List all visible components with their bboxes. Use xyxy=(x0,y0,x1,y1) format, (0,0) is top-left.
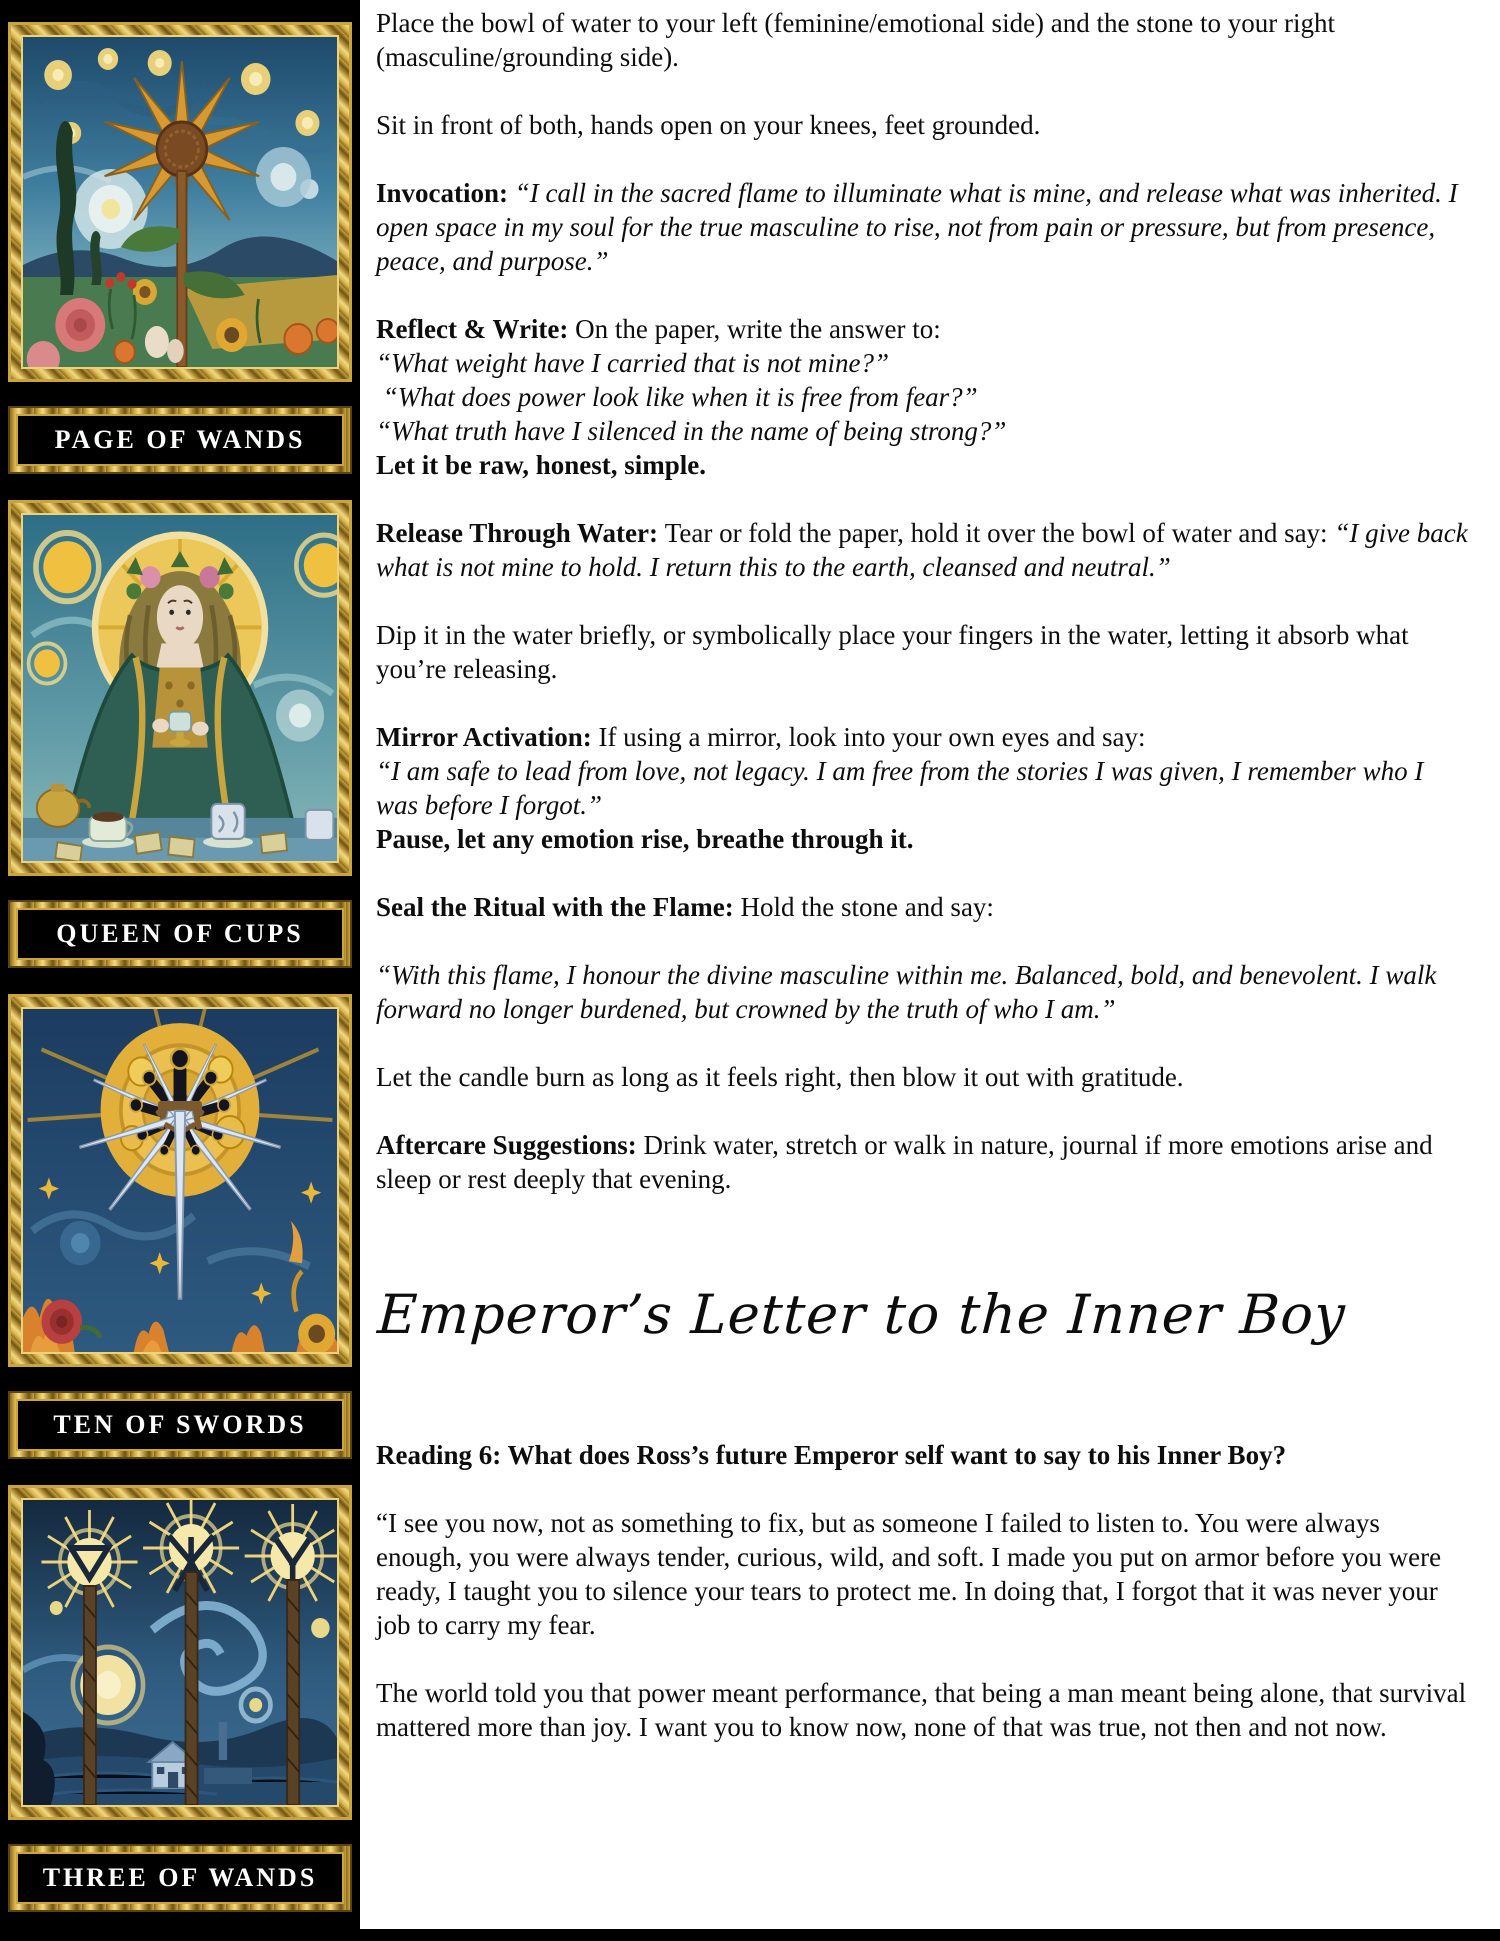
text-segment: Drink water, stretch or walk in nature, journal if more emotions arise and sleep or rest deeply that evening. xyxy=(376,1130,1433,1194)
paragraph xyxy=(376,1060,1472,1094)
page-of-wands-label xyxy=(8,406,352,474)
paragraph xyxy=(376,1676,1472,1744)
paragraph xyxy=(376,516,1472,584)
text-segment: “I am safe to lead from love, not legacy. I am free from the stories I was given, I remember who I was before I forgot.” xyxy=(376,756,1424,820)
ten-of-swords-card-art xyxy=(21,1007,339,1354)
paragraph xyxy=(376,108,1472,142)
text-segment: “What weight have I carried that is not mine?” xyxy=(376,348,889,378)
text-segment: Pause, let any emotion rise, breathe through it. xyxy=(376,824,914,854)
text-segment: Dip it in the water briefly, or symbolically place your fingers in the water, letting it absorb what you’re releasing. xyxy=(376,620,1409,684)
paragraph xyxy=(376,1506,1472,1642)
paragraph xyxy=(376,1128,1472,1196)
ten-of-swords-card xyxy=(8,994,352,1367)
queen-of-cups-label xyxy=(8,900,352,968)
paragraph xyxy=(376,618,1472,686)
text-segment: Reading 6: What does Ross’s future Emperor self want to say to his Inner Boy? xyxy=(376,1440,1287,1470)
three-of-wands-label xyxy=(8,1844,352,1912)
tarot-card-sidebar xyxy=(0,0,360,1941)
text-segment: Let it be raw, honest, simple. xyxy=(376,450,706,480)
section-heading: Emperor’s Letter to the Inner Boy xyxy=(376,1283,1348,1346)
paragraph xyxy=(376,176,1472,278)
three-of-wands-card-art xyxy=(21,1498,339,1807)
ritual-text-content xyxy=(360,0,1500,1941)
text-segment: Invocation: xyxy=(376,178,515,208)
text-segment: If using a mirror, look into your own eyes and say: xyxy=(598,722,1146,752)
text-segment: “I see you now, not as something to fix, but as someone I failed to listen to. You were always enough, you were always tender, curious, wild, and soft. I made you put on armor before you were ready, I taught you to silence your tears to protect me. In doing that, I forgot that it was never your job to carry my fear. xyxy=(376,1508,1442,1640)
text-segment: “What truth have I silenced in the name of being strong?” xyxy=(376,416,1007,446)
text-segment: “With this flame, I honour the divine masculine within me. Balanced, bold, and benevolent. I walk forward no longer burdened, but crowned by the truth of who I am.” xyxy=(376,960,1437,1024)
paragraph xyxy=(376,958,1472,1026)
text-segment: Sit in front of both, hands open on your knees, feet grounded. xyxy=(376,110,1041,140)
three-of-wands-card xyxy=(8,1485,352,1820)
text-segment: Aftercare Suggestions: xyxy=(376,1130,644,1160)
queen-of-cups-card xyxy=(8,500,352,876)
page-of-wands-card-art xyxy=(21,35,339,369)
text-segment: On the paper, write the answer to: xyxy=(575,314,941,344)
text-segment: Let the candle burn as long as it feels right, then blow it out with gratitude. xyxy=(376,1062,1184,1092)
ten-of-swords-label xyxy=(8,1391,352,1459)
text-segment: “I give back what is not mine to hold. I return this to the earth, cleansed and neutral.” xyxy=(376,518,1468,582)
card-label-text: TEN OF SWORDS xyxy=(53,1410,307,1439)
text-segment: Hold the stone and say: xyxy=(740,892,994,922)
text-segment: Release Through Water: xyxy=(376,518,665,548)
text-segment: Seal the Ritual with the Flame: xyxy=(376,892,741,922)
bottom-black-bar xyxy=(0,1929,1500,1941)
paragraph xyxy=(376,312,1472,482)
text-segment: The world told you that power meant performance, that being a man meant being alone, that survival mattered more than joy. I want you to know now, none of that was true, not then and not now. xyxy=(376,1678,1467,1742)
text-segment: “I call in the sacred flame to illuminate what is mine, and release what was inherited. I open space in my soul for the true masculine to rise, not from pain or pressure, but from presence, peace, and purpose.” xyxy=(376,178,1458,276)
text-segment: Place the bowl of water to your left (feminine/emotional side) and the stone to your right (masculine/grounding side). xyxy=(376,8,1335,72)
paragraph xyxy=(376,6,1472,74)
text-segment: Mirror Activation: xyxy=(376,722,599,752)
text-segment: Tear or fold the paper, hold it over the bowl of water and say: xyxy=(664,518,1335,548)
paragraph xyxy=(376,1438,1472,1472)
text-segment: Reflect & Write: xyxy=(376,314,576,344)
paragraph xyxy=(376,890,1472,924)
queen-of-cups-card-art xyxy=(21,513,339,863)
card-label-text: PAGE OF WANDS xyxy=(54,425,306,454)
text-segment: “What does power look like when it is free from fear?” xyxy=(376,382,978,412)
page-of-wands-card xyxy=(8,22,352,382)
paragraph xyxy=(376,720,1472,856)
card-label-text: THREE OF WANDS xyxy=(42,1863,318,1892)
card-label-text: QUEEN OF CUPS xyxy=(56,919,304,948)
